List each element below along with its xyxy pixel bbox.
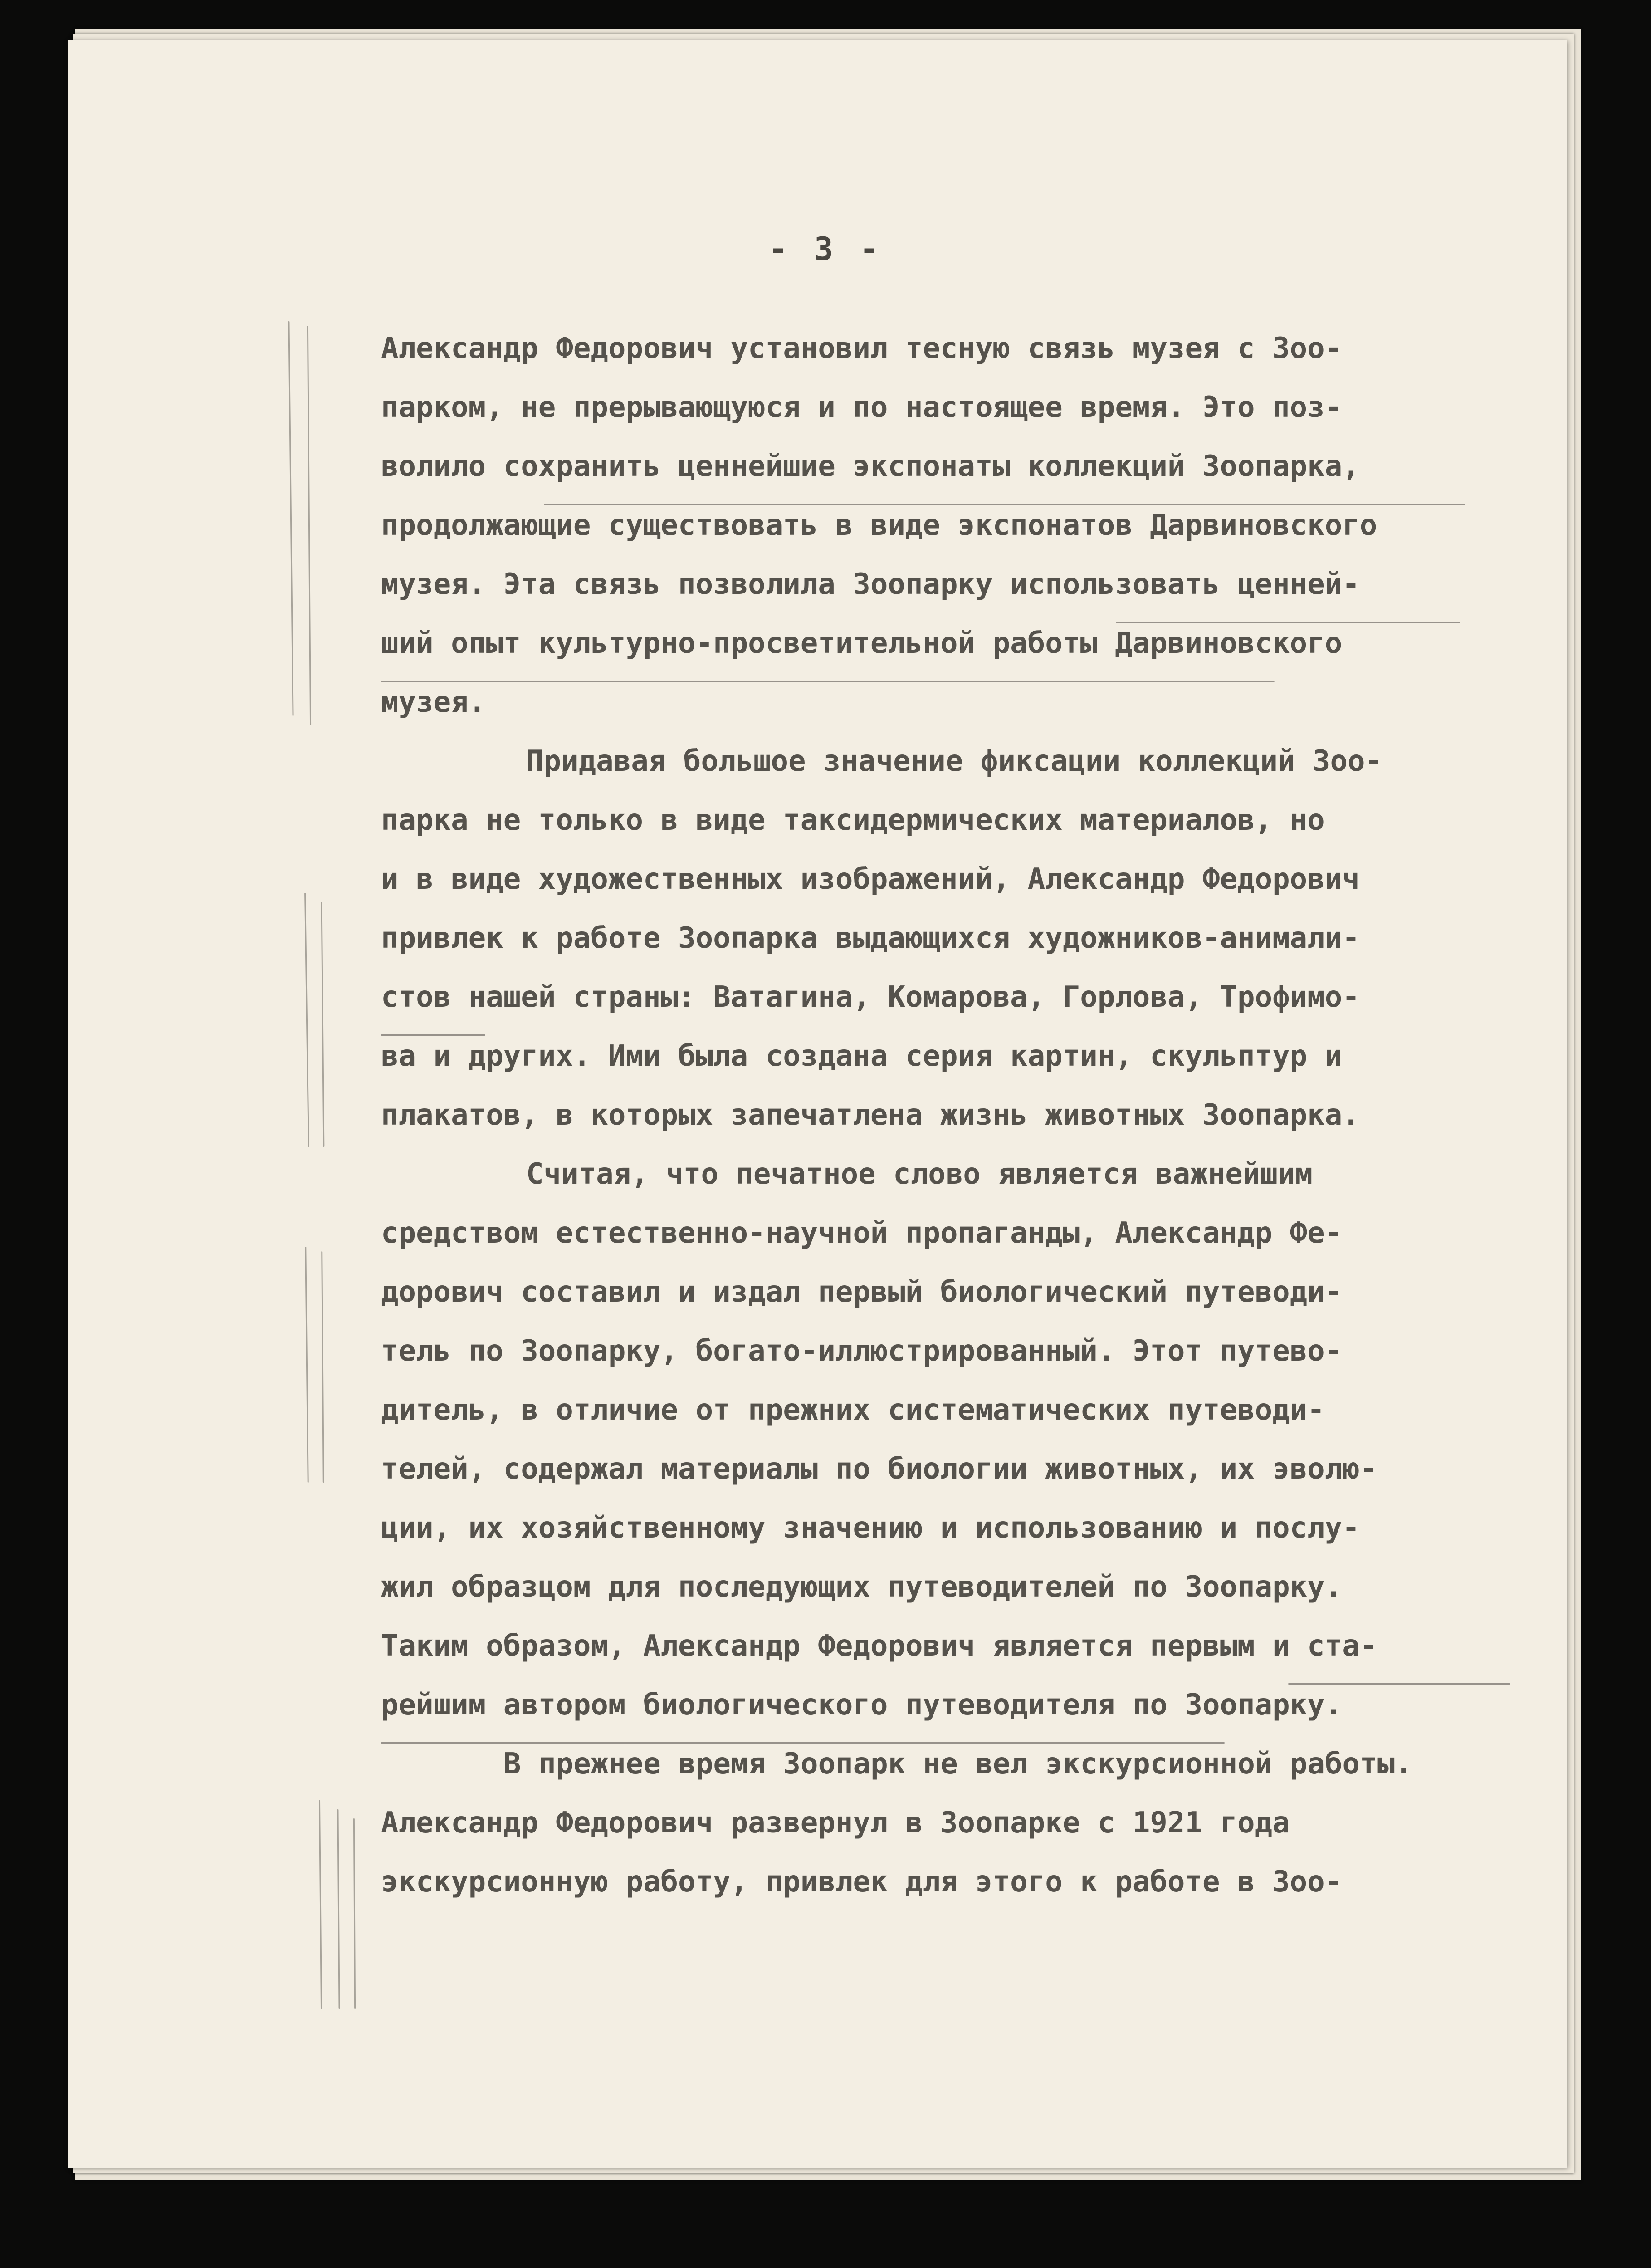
text-line: Считая, что печатное слово является важнейшим: [526, 1157, 1313, 1191]
page-number: - 3 -: [768, 230, 883, 268]
pencil-underline: [544, 504, 1465, 505]
text-line: средством естественно-научной пропаганды, Александр Фе-: [381, 1216, 1343, 1250]
text-line: и в виде художественных изображений, Александр Федорович: [381, 862, 1360, 896]
text-line: ший опыт культурно-просветительной работы Дарвиновского: [381, 627, 1343, 660]
pencil-underline: [1116, 622, 1460, 623]
typewritten-page: [68, 40, 1567, 2168]
text-line: телей, содержал материалы по биологии животных, их эволю-: [381, 1452, 1377, 1486]
text-line: Таким образом, Александр Федорович является первым и ста-: [381, 1629, 1377, 1663]
pencil-underline: [1288, 1683, 1510, 1685]
pencil-underline: [381, 1742, 1225, 1744]
text-line: волило сохранить ценнейшие экспонаты коллекций Зоопарка,: [381, 450, 1360, 483]
text-line: Придавая большое значение фиксации коллекций Зоо-: [526, 745, 1383, 778]
text-line: Александр Федорович развернул в Зоопарке с 1921 года: [381, 1806, 1290, 1840]
text-line: парком, не прерывающуюся и по настоящее время. Это поз-: [381, 391, 1343, 424]
text-line: жил образцом для последующих путеводителей по Зоопарку.: [381, 1570, 1343, 1604]
text-line: дитель, в отличие от прежних систематических путеводи-: [381, 1393, 1325, 1427]
text-line: рейшим автором биологического путеводителя по Зоопарку.: [381, 1688, 1343, 1722]
text-line: музея.: [381, 686, 486, 719]
text-line: парка не только в виде таксидермических материалов, но: [381, 803, 1325, 837]
text-line: продолжающие существовать в виде экспонатов Дарвиновского: [381, 509, 1377, 542]
text-line: ва и других. Ими была создана серия картин, скульптур и: [381, 1039, 1343, 1073]
text-line: ции, их хозяйственному значению и использованию и послу-: [381, 1511, 1360, 1545]
text-line: стов нашей страны: Ватагина, Комарова, Горлова, Трофимо-: [381, 980, 1360, 1014]
text-line: дорович составил и издал первый биологический путеводи-: [381, 1275, 1343, 1309]
text-line: музея. Эта связь позволила Зоопарку использовать ценней-: [381, 568, 1360, 601]
text-line: экскурсионную работу, привлек для этого к работе в Зоо-: [381, 1865, 1343, 1899]
text-line: тель по Зоопарку, богато-иллюстрированный. Этот путево-: [381, 1334, 1343, 1368]
text-line: В прежнее время Зоопарк не вел экскурсионной работы.: [503, 1747, 1412, 1781]
text-line: плакатов, в которых запечатлена жизнь животных Зоопарка.: [381, 1098, 1360, 1132]
pencil-underline: [381, 1034, 485, 1036]
pencil-underline: [381, 681, 1275, 682]
text-line: Александр Федорович установил тесную связь музея с Зоо-: [381, 332, 1343, 365]
body-text: [68, 40, 1567, 2168]
text-line: привлек к работе Зоопарка выдающихся художников-анимали-: [381, 921, 1360, 955]
